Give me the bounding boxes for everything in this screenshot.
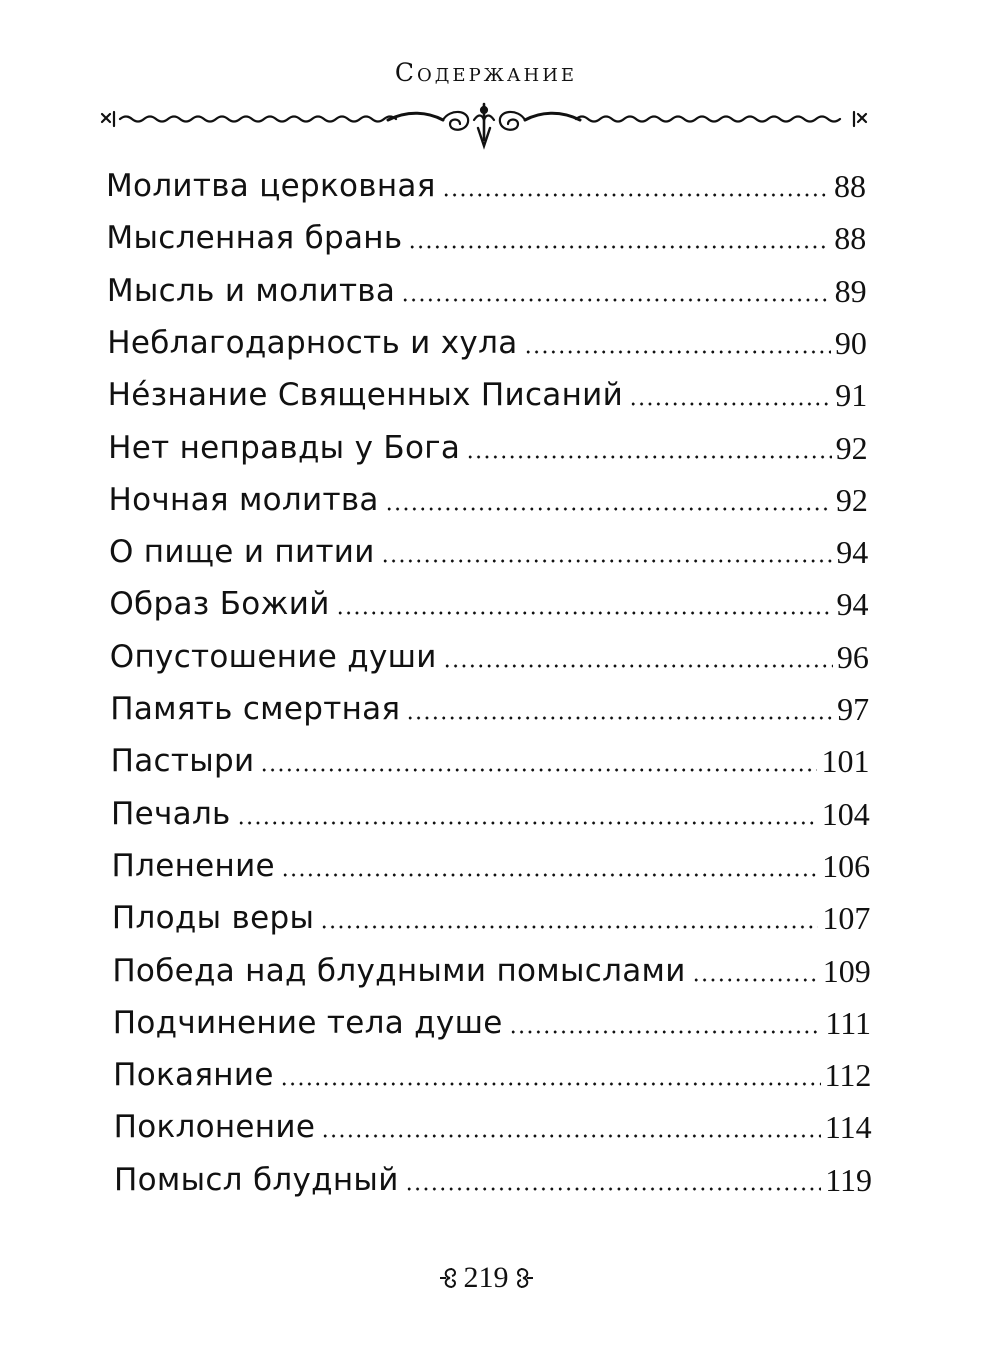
page-number: 219 — [463, 1261, 509, 1294]
toc-entry-page: 92 — [835, 481, 868, 518]
toc-entry-title: Опустошение души — [109, 638, 437, 675]
toc-entry-title: Неблагодарность и хула — [107, 324, 518, 361]
toc-entry — [107, 267, 867, 311]
toc-entry-page: 89 — [834, 272, 867, 309]
dot-leader — [466, 455, 831, 459]
dot-leader — [260, 768, 817, 772]
toc-entry — [114, 1103, 872, 1147]
dot-leader — [406, 716, 833, 720]
toc-entry-title: Мысленная брань — [106, 220, 403, 257]
toc-entry-title: Память смертная — [110, 691, 401, 727]
dot-leader — [237, 821, 818, 825]
toc-entry-page: 106 — [822, 847, 871, 884]
toc-entry-title: Не́знание Священных Писаний — [107, 377, 624, 414]
toc-entry-page: 107 — [822, 900, 871, 937]
toc-entry — [108, 371, 868, 415]
toc-entry-title: Образ Божий — [109, 586, 330, 623]
dot-leader — [401, 298, 830, 302]
toc-entry-title: Ночная молитва — [108, 481, 379, 518]
toc-entry-page: 112 — [824, 1057, 872, 1094]
dot-leader — [321, 1134, 821, 1138]
dot-leader — [405, 1187, 822, 1191]
dot-leader — [336, 611, 833, 615]
dot-leader — [442, 193, 830, 197]
toc-entry — [111, 737, 870, 781]
toc-entry-title: Помысл блудный — [114, 1161, 399, 1198]
toc-entry-title: Поклонение — [113, 1109, 316, 1146]
toc-entry-page: 114 — [824, 1109, 872, 1146]
toc-entry-page: 92 — [835, 429, 868, 466]
toc-entry — [109, 476, 868, 520]
toc-entry — [107, 319, 867, 363]
dot-leader — [381, 559, 832, 563]
toc-entry — [108, 424, 867, 468]
toc-entry-page: 88 — [834, 168, 866, 204]
dot-leader — [385, 507, 832, 511]
toc-entry-title: Покаяние — [113, 1057, 274, 1094]
dot-leader — [408, 245, 830, 249]
toc-entry — [109, 580, 868, 624]
toc-entry-title: Подчинение тела душе — [112, 1004, 503, 1041]
dot-leader — [320, 925, 818, 929]
toc-entry-page: 90 — [834, 324, 867, 361]
toc-entry-page: 101 — [821, 743, 870, 780]
toc-entry — [110, 685, 869, 729]
toc-entry-title: Печаль — [111, 795, 231, 832]
toc-entry-page: 96 — [836, 638, 869, 675]
toc-entry-title: Пленение — [111, 847, 275, 884]
toc-entry — [106, 162, 866, 206]
toc-entry-page: 94 — [836, 534, 869, 571]
page-footer — [0, 1260, 972, 1300]
dot-leader — [524, 350, 831, 354]
toc-entry — [114, 1156, 872, 1200]
toc-entry — [106, 214, 866, 258]
toc-entry-title: Мысль и молитва — [106, 272, 396, 309]
toc-entry-page: 119 — [825, 1161, 872, 1198]
toc-entry — [109, 528, 868, 572]
toc-entry — [110, 633, 869, 677]
header-title: Содержание — [394, 58, 578, 87]
toc-entry-page: 97 — [837, 691, 870, 727]
toc-entry-title: Плоды веры — [111, 900, 315, 937]
toc-entry — [113, 1051, 871, 1095]
toc-entry-page: 94 — [836, 586, 869, 623]
dot-leader — [629, 402, 831, 406]
dot-leader — [509, 1030, 822, 1034]
toc-entry-page: 88 — [834, 220, 867, 257]
toc-entry-page: 104 — [821, 795, 870, 832]
dot-leader — [443, 664, 833, 668]
toc-entry — [111, 790, 870, 834]
toc-entry — [112, 894, 871, 938]
dot-leader — [692, 978, 819, 982]
toc-entry-title: Пастыри — [110, 743, 255, 780]
toc-entry-title: О пище и питии — [108, 534, 375, 571]
toc-entry — [111, 842, 870, 886]
toc-entry-page: 111 — [825, 1004, 872, 1041]
toc-entry — [112, 947, 870, 991]
flourish-right-icon — [513, 1265, 535, 1291]
dot-leader — [281, 873, 818, 877]
toc-entry-title: Победа над блудными помыслами — [112, 952, 686, 989]
toc-entry-title: Нет неправды у Бога — [108, 429, 461, 466]
toc-entry-page: 109 — [822, 952, 871, 989]
dot-leader — [280, 1082, 821, 1086]
toc-entry-title: Молитва церковная — [106, 168, 436, 204]
toc-entry — [113, 999, 871, 1043]
toc-entry-page: 91 — [835, 377, 868, 414]
flourish-left-icon — [438, 1265, 460, 1291]
